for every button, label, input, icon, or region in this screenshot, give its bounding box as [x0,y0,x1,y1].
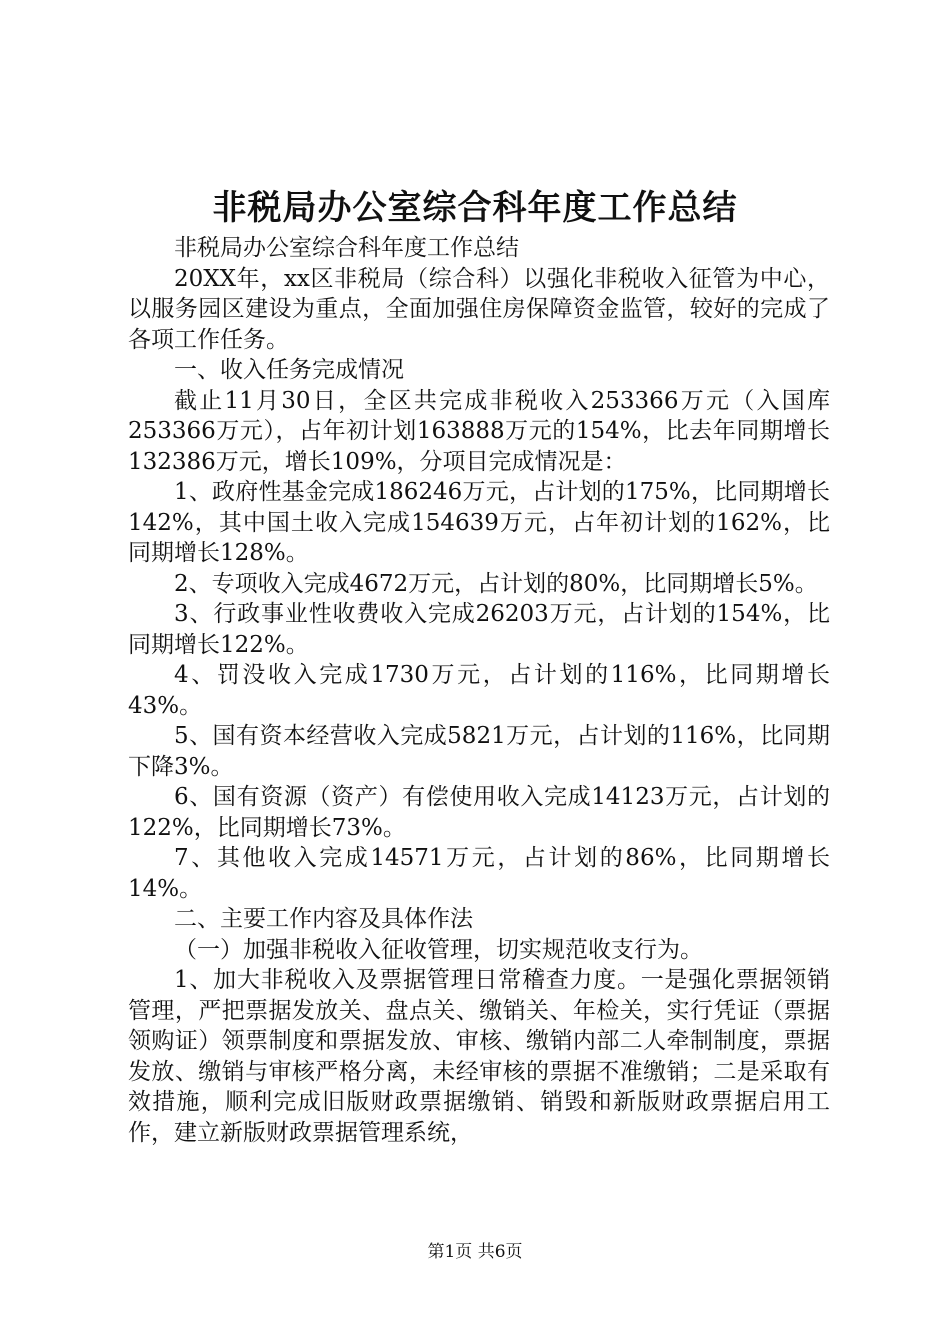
section-heading: 二、主要工作内容及具体作法 [174,906,473,932]
paragraph: 1、加大非税收入及票据管理日常稽查力度。一是强化票据领销管理，严把票据发放关、盘点关、缴销关、年检关，实行凭证（票据领购证）领票制度和票据发放、审核、缴销内部二人牵制制度，票据发放、缴销与审核严格分离，未经审核的票据不准缴销；二是采取有效措施，顺利完成旧版财政票据缴销、销毁和新版财政票据启用工作，建立新版财政票据管理系统， [128,967,830,1146]
section-heading: 一、收入任务完成情况 [174,357,404,383]
document-body [128,233,830,1148]
list-item: 6、国有资源（资产）有偿使用收入完成14123万元，占计划的122%，比同期增长73%。 [128,784,830,841]
list-item: 1、政府性基金完成186246万元，占计划的175%，比同期增长142%，其中国土收入完成154639万元，占年初计划的162%，比同期增长128%。 [128,479,830,566]
document-title: 非税局办公室综合科年度工作总结 [212,188,738,228]
list-item: 4、罚没收入完成1730万元，占计划的116%，比同期增长43%。 [128,662,830,719]
list-item: 3、行政事业性收费收入完成26203万元，占计划的154%，比同期增长122%。 [128,601,830,658]
paragraph: 20XX年，xx区非税局（综合科）以强化非税收入征管为中心，以服务园区建设为重点，全面加强住房保障资金监管，较好的完成了各项工作任务。 [128,265,830,353]
paragraph: 非税局办公室综合科年度工作总结 [174,235,519,261]
paragraph: 截止11月30日，全区共完成非税收入253366万元（入国库253366万元），占年初计划163888万元的154%，比去年同期增长132386万元，增长109%，分项目完成情况是： [128,387,830,475]
page-footer: 第1页 共6页 [427,1242,523,1262]
list-item: 7、其他收入完成14571万元，占计划的86%，比同期增长14%。 [128,845,830,902]
list-item: 2、专项收入完成4672万元，占计划的80%，比同期增长5%。 [174,570,818,597]
list-item: 5、国有资本经营收入完成5821万元，占计划的116%，比同期下降3%。 [128,723,830,780]
subsection-heading: （一）加强非税收入征收管理，切实规范收支行为。 [174,936,703,963]
